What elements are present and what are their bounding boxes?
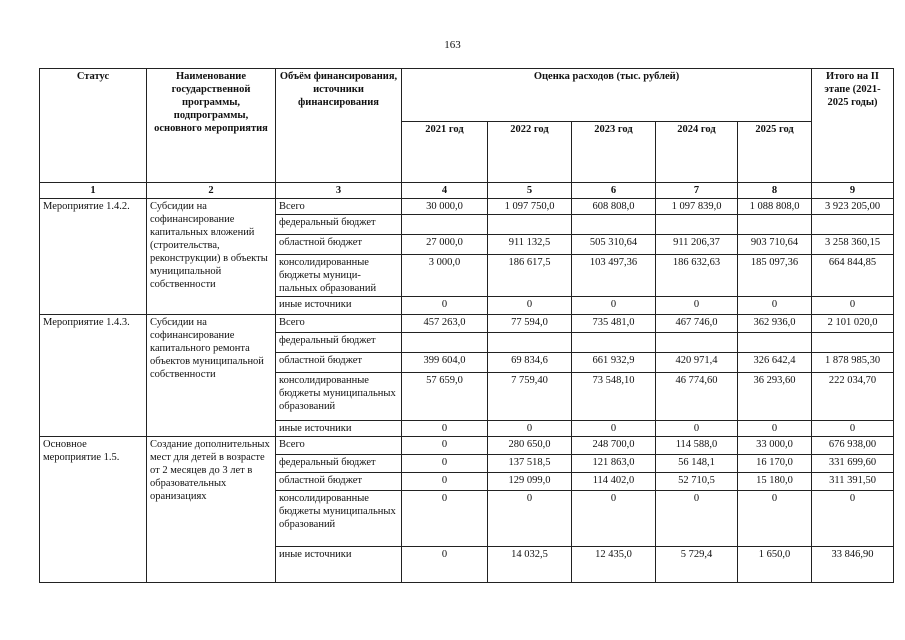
year-value-cell: 0 [656,491,738,547]
total-value-cell: 664 844,85 [812,255,894,297]
budget-table [39,68,894,583]
year-value-cell: 505 310,64 [572,235,656,255]
year-value-cell: 121 863,0 [572,455,656,473]
total-value-cell: 3 923 205,00 [812,199,894,215]
funding-source-cell: федеральный бюджет [276,215,402,235]
year-value-cell: 137 518,5 [488,455,572,473]
year-value-cell: 129 099,0 [488,473,572,491]
column-number: 2 [147,183,276,199]
year-value-cell: 77 594,0 [488,315,572,333]
program-name-cell: Создание дополнительных мест для детей в возрасте от 2 месяцев до 3 лет в образовательных оранизациях [147,437,276,583]
total-value-cell: 0 [812,421,894,437]
year-value-cell: 457 263,0 [402,315,488,333]
year-value-cell: 1 097 750,0 [488,199,572,215]
table-row [40,315,894,333]
funding-source-cell: Всего [276,199,402,215]
year-value-cell: 14 032,5 [488,547,572,583]
year-value-cell: 114 402,0 [572,473,656,491]
year-value-cell: 362 936,0 [738,315,812,333]
year-value-cell [488,333,572,353]
total-value-cell: 331 699,60 [812,455,894,473]
funding-source-cell: иные источники [276,297,402,315]
year-value-cell: 36 293,60 [738,373,812,421]
year-value-cell: 326 642,4 [738,353,812,373]
year-value-cell [738,333,812,353]
total-value-cell: 0 [812,491,894,547]
year-value-cell: 0 [402,473,488,491]
year-value-cell [572,215,656,235]
year-value-cell: 248 700,0 [572,437,656,455]
year-value-cell: 467 746,0 [656,315,738,333]
year-value-cell: 1 650,0 [738,547,812,583]
year-value-cell: 0 [738,421,812,437]
year-value-cell: 16 170,0 [738,455,812,473]
table-row [40,437,894,455]
status-cell: Мероприятие 1.4.3. [40,315,147,437]
year-value-cell: 420 971,4 [656,353,738,373]
total-value-cell: 0 [812,297,894,315]
total-value-cell [812,215,894,235]
funding-source-cell: консолидированные бюджеты муниципальных образований [276,491,402,547]
year-value-cell: 186 632,63 [656,255,738,297]
program-name-cell: Субсидии на софинансирование капитального ремонта объектов муниципальной собственности [147,315,276,437]
total-value-cell: 222 034,70 [812,373,894,421]
total-value-cell [812,333,894,353]
year-value-cell: 0 [656,421,738,437]
year-value-cell [488,215,572,235]
header-year: 2025 год [738,122,812,183]
column-number: 6 [572,183,656,199]
year-value-cell: 103 497,36 [572,255,656,297]
year-value-cell: 114 588,0 [656,437,738,455]
header-estimate: Оценка расходов (тыс. рублей) [402,69,812,122]
year-value-cell: 903 710,64 [738,235,812,255]
header-volume: Объём финансирования, источники финансирования [276,69,402,183]
year-value-cell: 1 088 808,0 [738,199,812,215]
year-value-cell [656,333,738,353]
column-number: 5 [488,183,572,199]
program-name-cell: Субсидии на софинансирование капитальных вложений (строительства, реконструкции) в объекты муниципальной собственности [147,199,276,315]
year-value-cell: 15 180,0 [738,473,812,491]
funding-source-cell: областной бюджет [276,353,402,373]
year-value-cell [402,333,488,353]
funding-source-cell: федеральный бюджет [276,333,402,353]
year-value-cell: 0 [488,491,572,547]
funding-source-cell: Всего [276,437,402,455]
year-value-cell: 57 659,0 [402,373,488,421]
total-value-cell: 3 258 360,15 [812,235,894,255]
year-value-cell: 0 [738,491,812,547]
year-value-cell: 399 604,0 [402,353,488,373]
funding-source-cell: федеральный бюджет [276,455,402,473]
funding-source-cell: Всего [276,315,402,333]
year-value-cell: 33 000,0 [738,437,812,455]
year-value-cell: 27 000,0 [402,235,488,255]
year-value-cell [656,215,738,235]
year-value-cell: 0 [572,297,656,315]
header-year: 2022 год [488,122,572,183]
total-value-cell: 2 101 020,0 [812,315,894,333]
total-value-cell: 311 391,50 [812,473,894,491]
total-value-cell: 1 878 985,30 [812,353,894,373]
column-numbers-row [40,183,894,199]
header-year: 2024 год [656,122,738,183]
year-value-cell: 46 774,60 [656,373,738,421]
year-value-cell: 0 [402,437,488,455]
funding-source-cell: областной бюджет [276,235,402,255]
status-cell: Мероприятие 1.4.2. [40,199,147,315]
column-number: 3 [276,183,402,199]
total-value-cell: 676 938,00 [812,437,894,455]
year-value-cell [572,333,656,353]
funding-source-cell: иные источники [276,547,402,583]
year-value-cell: 185 097,36 [738,255,812,297]
year-value-cell: 56 148,1 [656,455,738,473]
year-value-cell: 186 617,5 [488,255,572,297]
year-value-cell: 911 206,37 [656,235,738,255]
year-value-cell: 280 650,0 [488,437,572,455]
year-value-cell: 661 932,9 [572,353,656,373]
year-value-cell: 1 097 839,0 [656,199,738,215]
year-value-cell: 0 [488,297,572,315]
year-value-cell: 3 000,0 [402,255,488,297]
year-value-cell: 0 [738,297,812,315]
header-status: Статус [40,69,147,183]
header-name: Наименование государственной программы, подпрограммы, основного мероприятия [147,69,276,183]
year-value-cell: 911 132,5 [488,235,572,255]
year-value-cell [402,215,488,235]
funding-source-cell: консолидированные бюджеты муници-пальных образований [276,255,402,297]
year-value-cell: 5 729,4 [656,547,738,583]
year-value-cell: 7 759,40 [488,373,572,421]
year-value-cell: 0 [402,297,488,315]
funding-source-cell: консолидированные бюджеты муниципальных образований [276,373,402,421]
year-value-cell: 0 [402,455,488,473]
column-number: 4 [402,183,488,199]
year-value-cell: 735 481,0 [572,315,656,333]
funding-source-cell: иные источники [276,421,402,437]
year-value-cell: 608 808,0 [572,199,656,215]
year-value-cell: 0 [572,421,656,437]
column-number: 1 [40,183,147,199]
year-value-cell: 0 [402,547,488,583]
year-value-cell: 0 [572,491,656,547]
table-row [40,199,894,215]
year-value-cell: 0 [656,297,738,315]
funding-source-cell: областной бюджет [276,473,402,491]
column-number: 7 [656,183,738,199]
year-value-cell: 0 [402,421,488,437]
header-year: 2021 год [402,122,488,183]
year-value-cell: 0 [402,491,488,547]
total-value-cell: 33 846,90 [812,547,894,583]
year-value-cell: 12 435,0 [572,547,656,583]
page-number: 163 [444,39,461,51]
year-value-cell: 69 834,6 [488,353,572,373]
column-number: 8 [738,183,812,199]
year-value-cell: 30 000,0 [402,199,488,215]
year-value-cell [738,215,812,235]
year-value-cell: 52 710,5 [656,473,738,491]
column-number: 9 [812,183,894,199]
header-year: 2023 год [572,122,656,183]
status-cell: Основное мероприятие 1.5. [40,437,147,583]
year-value-cell: 0 [488,421,572,437]
header-total: Итого на II этапе (2021-2025 годы) [812,69,894,183]
year-value-cell: 73 548,10 [572,373,656,421]
